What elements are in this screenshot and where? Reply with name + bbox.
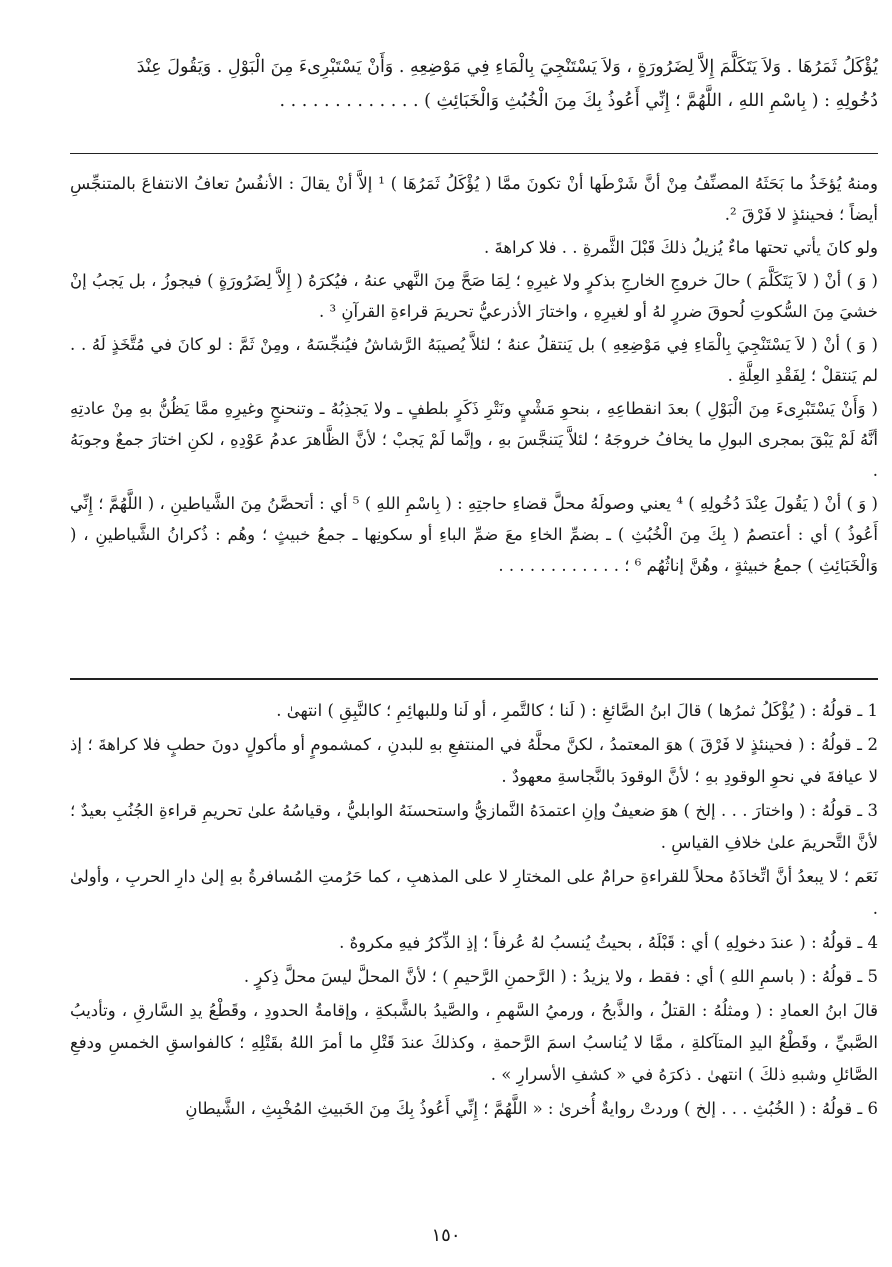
footnote: 3 ـ قولُهُ : ( واختارَ . . . إلخ ) هوَ ضعيفٌ وإنِ اعتمدَهُ النَّمازيُّ واستحسنَهُ الوابليُّ ، وقياسُهُ علىٰ تحريمِ قراءةِ الجُنُبِ بعيدٌ ؛ لأنَّ التَّحريمَ علىٰ خلافِ القياسِ .	[70, 801, 878, 852]
footnotes	[70, 695, 878, 1127]
matn-line: يُؤْكَلُ ثَمَرُهَا . وَلاَ يَتَكَلَّمَ إِلاَّ لِضَرُورَةٍ ، وَلاَ يَسْتَنْجِيَ بِالْمَاءِ فِي مَوْضِعِهِ . وَأَنْ يَسْتَبْرِىءَ مِنَ الْبَوْلِ . وَيَقُولَ عِنْدَ	[136, 57, 878, 77]
footnote-divider	[70, 678, 878, 680]
footnote: نَعَم ؛ لا يبعدُ أنَّ اتِّخاذَهُ محلاً للقراءةِ حرامٌ على المختارِ لا على المذهبِ ، كما حَرُمتِ المُسافرةُ بهِ إلىٰ دارِ الحربِ ، وأولىٰ .	[70, 867, 878, 918]
footnote: 4 ـ قولُهُ : ( عندَ دخولِهِ ) أي : قَبْلَهُ ، بحيثُ يُنسبُ لهُ عُرفاً ؛ إذِ الذِّكرُ فيهِ مكروهٌ .	[339, 933, 878, 952]
commentary-paragraph: ( وَأَنْ يَسْتَبْرِىءَ مِنَ الْبَوْلِ ) بعدَ انقطاعِهِ ، بنحوِ مَشْيٍ ونَتْرِ ذَكَرٍ بلطفٍ ـ ولا يَجذِبُهُ ـ وتنحنحٍ وغيرِهِ ممَّا يَظُنُّ بهِ مِنْ عادتِهِ أنَّهُ لَمْ يَبْقَ بمجرى البولِ ما يخافُ خروجَهُ ؛ لئلاَّ يَتنجَّسَ بهِ ، وإنَّما لَمْ يَجبْ ؛ لأنَّ الظَّاهرَ عدمُ عَوْدِهِ ، لكنِ اختارَ جمعٌ وجوبَهُ .	[70, 399, 878, 480]
footnote: 2 ـ قولُهُ : ( فحينئذٍ لا فَرْقَ ) هوَ المعتمدُ ، لكنَّ محلَّهُ في المنتفعِ بهِ للبدنِ ، كمشمومٍ أو مأكولٍ دونَ حطبٍ فلا كراهةَ ؛ إذ لا عيافةَ في نحوِ الوقودِ بهِ ؛ لأنَّ الوقودَ بالنَّجاسةِ معهودٌ .	[70, 735, 878, 786]
commentary-text	[70, 168, 878, 583]
footnote: 6 ـ قولُهُ : ( الخُبُثِ . . . إلخ ) وردتْ روايةٌ أُخرىٰ : « اللَّهُمَّ ؛ إِنِّي أَعُوذُ بِكَ مِنَ الخَبيثِ المُخْبِثِ ، الشَّيطانِ	[185, 1099, 878, 1118]
footnote: 5 ـ قولُهُ : ( باسمِ اللهِ ) أي : فقط ، ولا يزيدُ : ( الرَّحمنِ الرَّحيمِ ) ؛ لأنَّ المحلَّ ليسَ محلَّ ذِكرٍ .	[243, 967, 878, 986]
commentary-paragraph: ولو كانَ يأتي تحتها ماءٌ يُزيلُ ذلكَ قَبْلَ الثَّمرةِ . . فلا كراهةَ .	[483, 238, 878, 257]
matn-line: دُخُولِهِ : ( بِاسْمِ اللهِ ، اللَّهُمَّ ؛ إِنِّي أَعُوذُ بِكَ مِنَ الْخُبُثِ وَالْخَبَائِثِ ) . . . . . . . . . . . . .	[279, 91, 878, 111]
commentary-paragraph: ( وَ ) أنْ ( يَقُولَ عِنْدَ دُخُولِهِ ) ⁴ يعني وصولَهُ محلَّ قضاءِ حاجتِهِ : ( بِاسْمِ اللهِ ) ⁵ أي : أتحصَّنُ مِنَ الشَّياطينِ ، ( اللَّهُمَّ ؛ إِنِّي أَعُوذُ ) أي : أعتصمُ ( بِكَ مِنَ الْخُبُثِ ) ـ بضمِّ الخاءِ معَ ضمِّ الباءِ أو سكونِها ـ جمعُ خبيثٍ ؛ وهُم : ذُكرانُ الشَّياطينِ ، ( وَالْخَبَائِثِ ) جمعُ خبيثةٍ ، وهُنَّ إناثُهُم ⁶ ؛ . . . . . . . . . . . .	[70, 494, 878, 575]
footnote: 1 ـ قولُهُ : ( يُؤْكَلُ ثمرُها ) قالَ ابنُ الصَّائغِ : ( لَنا ؛ كالتَّمرِ ، أو لَنا وللبهائِمِ ؛ كالنَّبِقِ ) انتهىٰ .	[276, 701, 878, 720]
commentary-paragraph: ( وَ ) أنْ ( لاَ يَسْتَنْجِيَ بِالْمَاءِ فِي مَوْضِعِهِ ) بل يَنتقلُ عنهُ ؛ لئلاَّ يُصيبَهُ الرَّشاشُ فيُنجِّسَهُ ، ومِنْ ثَمَّ : لو كانَ في مُتَّخَذٍ لَهُ . . لم يَنتقلْ ؛ لِفَقْدِ العِلَّةِ .	[70, 335, 878, 385]
footnote: قالَ ابنُ العمادِ : ( ومثلُهُ : القتلُ ، والذَّبحُ ، ورميُ السَّهمِ ، والصَّيدُ بالشَّبكةِ ، وإقامةُ الحدودِ ، وقَطْعُ يدِ السَّارقِ ، وتأديبُ الصَّبيِّ ، وقَطْعُ اليدِ المتآكلةِ ، ممَّا لا يُناسبُ اسمَ الرَّحمةِ ، وكذلكَ عندَ قَتْلِ ما أمرَ اللهُ بقَتْلِهِ ؛ كالفواسقِ الخمسِ ودفعِ الصَّائلِ وشبهِ ذلكَ ) انتهىٰ . ذكرَهُ في « كشفِ الأسرارِ » .	[70, 1001, 878, 1084]
matn-divider	[70, 153, 878, 154]
commentary-paragraph: ومنهُ يُؤخَذُ ما بَحَثَهُ المصنِّفُ مِنْ أنَّ شَرْطَها أنْ تكونَ ممَّا ( يُؤْكَلُ ثَمَرُهَا ) ¹ إلاَّ أنْ يقالَ : الأنفُسُ تعافُ الانتفاعَ بالمتنجِّسِ أيضاً ؛ فحينئذٍ لا فَرْقَ ².	[70, 174, 878, 224]
commentary-paragraph: ( وَ ) أنْ ( لاَ يَتَكَلَّمَ ) حالَ خروجِ الخارجِ بذكرٍ ولا غيرِهِ ؛ لِمَا صَحَّ مِنَ النَّهي عنهُ ، فيُكرَهُ ( إِلاَّ لِضَرُورَةٍ ) فيجوزُ ، بل يَجبُ إنْ خشيَ مِنَ السُّكوتِ لُحوقَ ضررٍ لهُ أو لغيرِهِ ، واختارَ الأذرعيُّ تحريمَ قراءةِ القرآنِ ³ .	[70, 271, 878, 321]
page-number: ١٥٠	[431, 1225, 461, 1246]
matn-text	[70, 50, 878, 118]
